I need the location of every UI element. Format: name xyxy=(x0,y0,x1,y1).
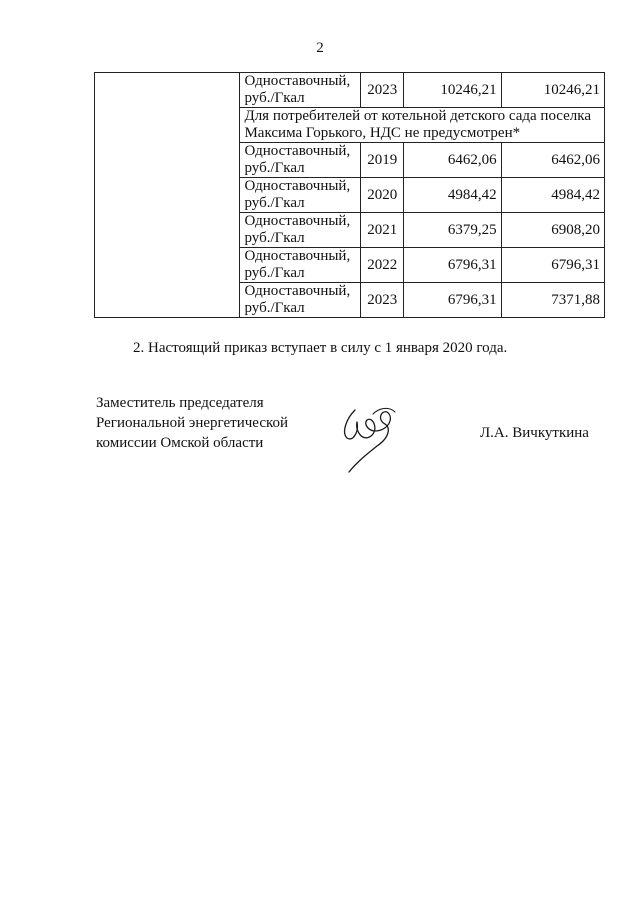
signer-title-line: Региональной энергетической xyxy=(96,415,289,431)
signer-title-line: комиссии Омской области xyxy=(96,435,264,451)
tariff-value-2: 10246,21 xyxy=(501,73,604,108)
order-clause: 2. Настоящий приказ вступает в силу с 1 января 2020 года. xyxy=(133,340,508,356)
year-cell: 2019 xyxy=(361,143,404,178)
tariff-value-1: 6796,31 xyxy=(404,248,501,283)
year-cell: 2021 xyxy=(361,213,404,248)
tariff-value-2: 6908,20 xyxy=(501,213,604,248)
tariff-value-2: 6462,06 xyxy=(501,143,604,178)
tariff-type-cell: Одноставочный, руб./Гкал xyxy=(240,213,361,248)
empty-first-column xyxy=(95,73,240,318)
signer-name: Л.А. Вичкуткина xyxy=(480,425,589,441)
section-heading: Для потребителей от котельной детского сада поселка Максима Горького, НДС не предусмотрен* xyxy=(240,108,605,143)
year-cell: 2023 xyxy=(361,283,404,318)
tariff-type-cell: Одноставочный, руб./Гкал xyxy=(240,178,361,213)
tariff-value-1: 4984,42 xyxy=(404,178,501,213)
tariff-value-1: 6796,31 xyxy=(404,283,501,318)
handwritten-signature xyxy=(333,398,413,478)
tariff-type-cell: Одноставочный, руб./Гкал xyxy=(240,73,361,108)
tariff-value-1: 10246,21 xyxy=(404,73,501,108)
tariff-value-1: 6462,06 xyxy=(404,143,501,178)
signer-title xyxy=(96,393,288,453)
year-cell: 2022 xyxy=(361,248,404,283)
page-number: 2 xyxy=(316,40,324,56)
tariff-value-2: 7371,88 xyxy=(501,283,604,318)
tariff-table xyxy=(94,72,605,318)
year-cell: 2023 xyxy=(361,73,404,108)
tariff-value-1: 6379,25 xyxy=(404,213,501,248)
year-cell: 2020 xyxy=(361,178,404,213)
tariff-type-cell: Одноставочный, руб./Гкал xyxy=(240,283,361,318)
tariff-value-2: 4984,42 xyxy=(501,178,604,213)
tariff-type-cell: Одноставочный, руб./Гкал xyxy=(240,248,361,283)
tariff-value-2: 6796,31 xyxy=(501,248,604,283)
signer-title-line: Заместитель председателя xyxy=(96,395,264,411)
tariff-type-cell: Одноставочный, руб./Гкал xyxy=(240,143,361,178)
table-row xyxy=(95,73,605,108)
